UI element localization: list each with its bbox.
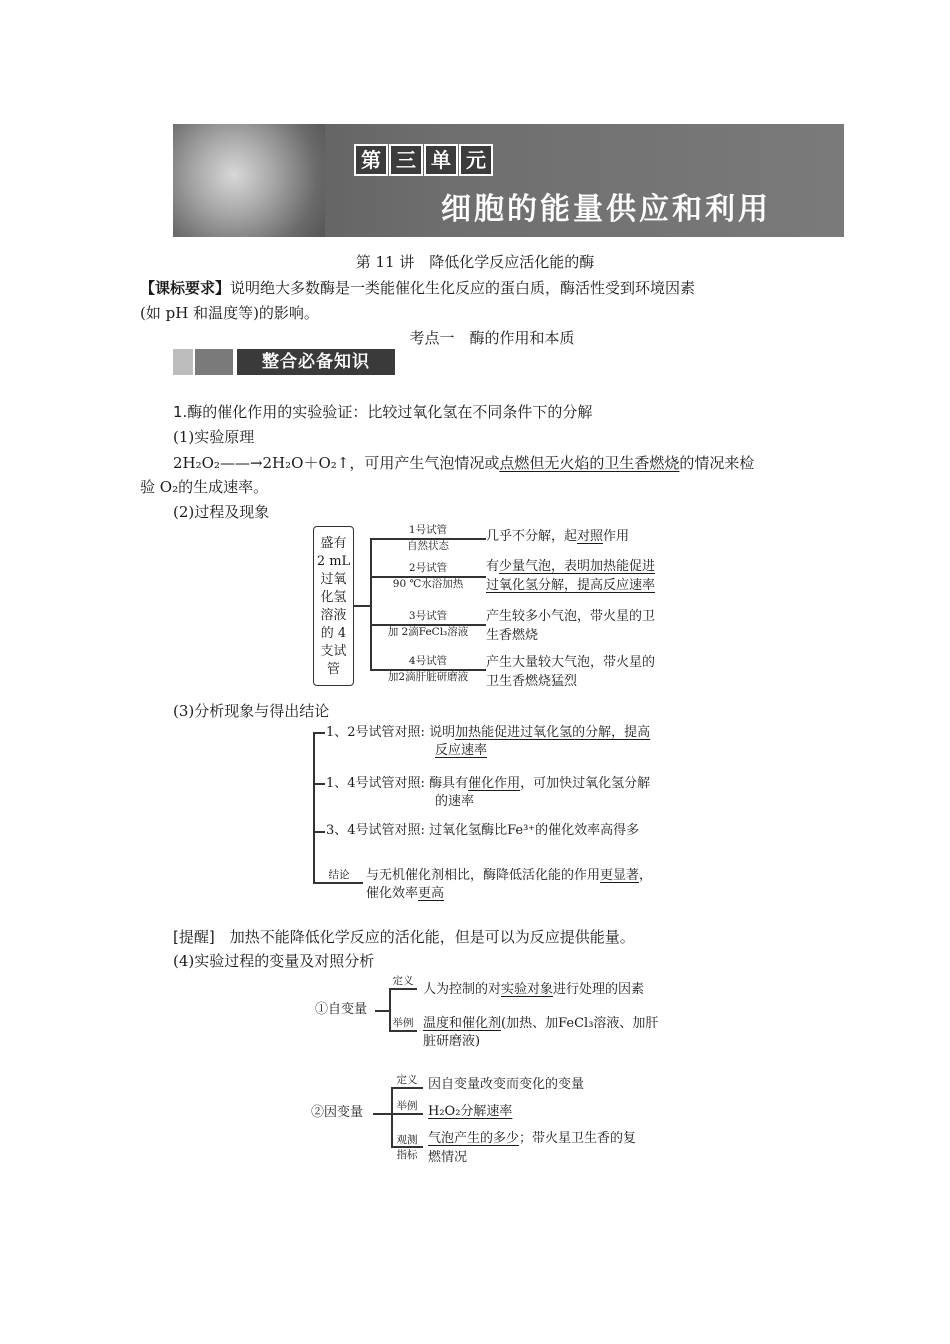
analysis-row-2: 1、4号试管对照: 酶具有催化作用，可加快过氧化氢分解 — [326, 776, 651, 791]
tube-1-result: 几乎不分解，起对照作用 — [486, 529, 630, 544]
analysis-tick-conclusion — [313, 882, 363, 884]
dv-ex-line — [391, 1113, 423, 1115]
principle-key-phrase: 点燃但无火焰的卫生香燃烧 — [499, 454, 680, 472]
tip-text: 加热不能降低化学反应的活化能，但是可以为反应提供能量。 — [229, 928, 635, 946]
dv-def-tag: 定义 — [396, 1074, 418, 1086]
dv-observation: 气泡产生的多少；带火星卫生香的复 — [428, 1131, 637, 1146]
tip — [173, 925, 635, 949]
tube-2-label: 2号试管 — [408, 562, 448, 574]
tube-4-condition: 加2滴肝脏研磨液 — [387, 671, 469, 683]
topic-title: 考点一 酶的作用和本质 — [409, 329, 575, 347]
requirement-text-2: (如 pH 和温度等)的影响。 — [140, 304, 319, 322]
conclusion-text: 与无机催化剂相比，酶降低活化能的作用更显著， — [366, 868, 653, 883]
analysis-row-2-line-2: 的速率 — [435, 794, 475, 809]
requirement-label: 【课标要求】 — [140, 279, 231, 297]
tube-3-result: 产生较多小气泡，带火星的卫 — [486, 609, 656, 624]
bar-decoration-dark — [195, 349, 233, 375]
tube-2-condition: 90 ℃水浴加热 — [392, 578, 464, 590]
tube-1-condition: 自然状态 — [407, 540, 449, 552]
tube-3-result-line-2: 生香燃烧 — [486, 628, 539, 643]
dv-obs-tag-2: 指标 — [396, 1149, 418, 1161]
analysis-row-3: 3、4号试管对照: 过氧化氢酶比Fe³⁺的催化效率高得多 — [326, 823, 640, 838]
principle-line-2: 验 O₂的生成速率。 — [140, 478, 269, 496]
tube-4-result-line-2: 卫生香燃烧猛烈 — [486, 674, 578, 689]
iv-ex-line — [389, 1030, 417, 1032]
bar-decoration-light — [173, 349, 193, 375]
reaction-equation: 2H₂O₂——→2H₂O＋O₂↑ — [173, 454, 350, 472]
dv-connector — [373, 1113, 391, 1115]
analysis-bracket — [313, 732, 315, 882]
tube-3-condition: 加 2滴FeCl₃溶液 — [387, 626, 469, 638]
section-label: 整合必备知识 — [237, 349, 395, 375]
dv-definition: 因自变量改变而变化的变量 — [428, 1077, 585, 1092]
section-header-bar — [173, 349, 395, 375]
dv-bracket — [391, 1087, 393, 1146]
lecture-title: 第 11 讲 降低化学反应活化能的酶 — [355, 253, 595, 271]
connector — [353, 605, 371, 607]
heading-1: 1.酶的催化作用的实验验证：比较过氧化氢在不同条件下的分解 — [173, 403, 593, 421]
dv-def-line — [391, 1087, 423, 1089]
iv-def-tag: 定义 — [392, 975, 414, 987]
iv-ex-tag: 举例 — [392, 1017, 414, 1029]
analysis-row-1: 1、2号试管对照: 说明加热能促进过氧化氢的分解，提高 — [326, 725, 651, 740]
unit-char-2: 三 — [389, 144, 423, 176]
subheading-process: (2)过程及现象 — [173, 503, 270, 521]
tube-setup-text: 盛有 2 mL 过氧 化氢 溶液 的 4 支试 管 — [316, 536, 351, 677]
bracket-line — [370, 538, 372, 669]
tube-setup-box — [313, 526, 354, 686]
curriculum-requirement — [140, 276, 820, 300]
principle-text-a: ，可用产生气泡情况或 — [349, 454, 500, 472]
unit-banner — [173, 124, 844, 237]
conclusion-label: 结论 — [328, 869, 350, 881]
tube-2-result: 有少量气泡，表明加热能促进 — [486, 559, 656, 574]
analysis-row-1-line-2: 反应速率 — [435, 743, 488, 758]
tube-2-result-line-2: 过氧化氢分解，提高反应速率 — [486, 578, 656, 593]
unit-char-1: 第 — [354, 144, 388, 176]
subheading-variables: (4)实验过程的变量及对照分析 — [173, 952, 375, 970]
subheading-principle: (1)实验原理 — [173, 428, 255, 446]
unit-char-4: 元 — [459, 144, 493, 176]
dv-example: H₂O₂分解速率 — [428, 1104, 513, 1119]
iv-example-line-2: 脏研磨液) — [423, 1034, 481, 1049]
conclusion-text-line-2: 催化效率更高 — [366, 886, 445, 901]
iv-def-line — [389, 988, 417, 990]
iv-connector — [375, 1010, 389, 1012]
leaf-photo — [173, 124, 325, 237]
dv-observation-line-2: 燃情况 — [428, 1150, 468, 1165]
dv-obs-tag-1: 观测 — [396, 1134, 418, 1146]
tube-1-label: 1号试管 — [408, 524, 448, 536]
dependent-variable-label: ②因变量 — [311, 1105, 364, 1120]
analysis-tick-1 — [313, 732, 325, 734]
tube-4-label: 4号试管 — [408, 655, 448, 667]
unit-char-3: 单 — [424, 144, 458, 176]
principle-text-b: 的情况来检 — [679, 454, 755, 472]
iv-example: 温度和催化剂(加热、加FeCl₃溶液、加肝 — [423, 1016, 659, 1031]
requirement-text-1: 说明绝大多数酶是一类能催化生化反应的蛋白质，酶活性受到环境因素 — [230, 279, 696, 297]
iv-definition: 人为控制的对实验对象进行处理的因素 — [423, 982, 645, 997]
tube-3-label: 3号试管 — [408, 610, 448, 622]
analysis-tick-3 — [313, 831, 325, 833]
principle-line-1 — [173, 451, 754, 475]
unit-title: 细胞的能量供应和利用 — [441, 192, 771, 227]
independent-variable-label: ①自变量 — [315, 1002, 368, 1017]
tube-4-result: 产生大量较大气泡，带火星的 — [486, 655, 656, 670]
subheading-analysis: (3)分析现象与得出结论 — [173, 702, 330, 720]
dv-ex-tag: 举例 — [396, 1100, 418, 1112]
tip-label: [提醒] — [173, 928, 215, 946]
analysis-tick-2 — [313, 783, 325, 785]
